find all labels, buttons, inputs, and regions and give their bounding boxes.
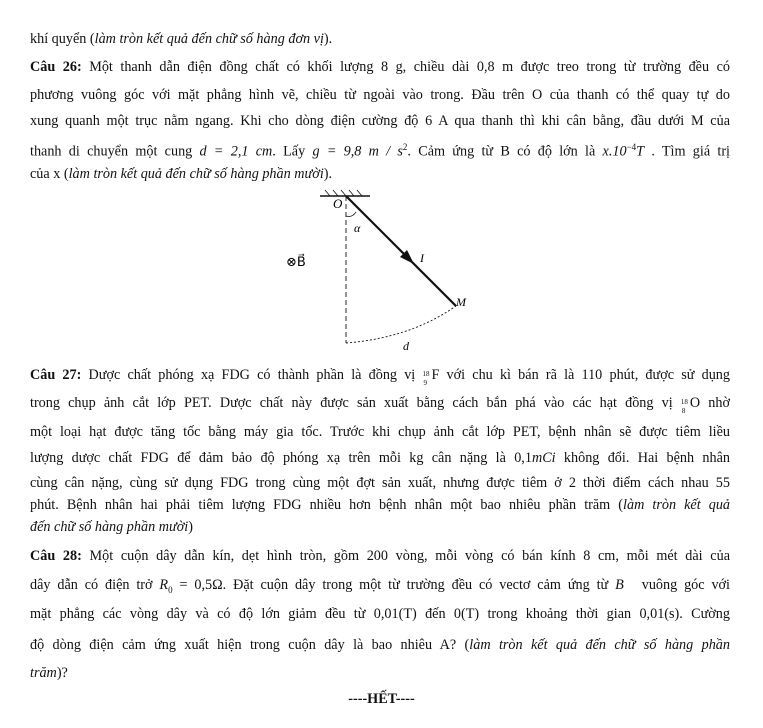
q27-text-4a: lượng dược chất FDG để đảm bảo độ phóng xạ trên mỗi kg cân nặng là 0,1 [30, 450, 532, 466]
label-alpha: α [354, 221, 361, 235]
q28-line-3 [30, 605, 730, 623]
q27-text-2b: nhờ [700, 395, 730, 411]
rod [346, 196, 456, 306]
q27-text-6a: phút. Bệnh nhân hai phải tiêm lượng FDG nhiều hơn bệnh nhân một bao nhiêu phần trăm ( [30, 497, 624, 513]
q28-text-2b: . Đặt cuộn dây trong một từ trường đều có vectơ cảm ứng từ [222, 577, 616, 593]
label-M: M [456, 295, 466, 309]
q27-text-7b: ) [188, 519, 193, 535]
q27-line-3 [30, 423, 730, 441]
q26-text-4a: thanh di chuyển một cung [30, 143, 200, 160]
q27-line-6 [30, 496, 730, 514]
label-O: O [333, 196, 343, 211]
isotope-F-symbol: F [431, 367, 440, 383]
q26-x-exp: −4 [626, 142, 637, 152]
q28-text-4i: làm tròn kết quả đến chữ số hàng phần [469, 637, 730, 653]
q28-text-1: Một cuộn dây dẫn kín, dẹt hình tròn, gồm 200 vòng, mỗi vòng có bán kính 8 cm, mỗi mét dài của [81, 548, 730, 564]
q27-text-3: một loại hạt được tăng tốc bằng máy gia tốc. Trước khi chụp ảnh cắt lớp PET, bệnh nhân sẽ được tiêm liều [30, 424, 730, 440]
q27-line-2 [30, 394, 730, 415]
q28-line-1 [30, 547, 730, 565]
q26-text-4b: . Lấy [272, 143, 313, 160]
label-d: d [403, 339, 409, 353]
q26-tesla: T [636, 143, 645, 160]
q26-text-5a: của x ( [30, 166, 69, 182]
q28-text-3a: mặt phẳng các vòng dây và có độ lớn giảm đều từ [30, 606, 374, 622]
end-marker: ----HẾT---- [348, 691, 415, 707]
q28-R-sub: 0 [168, 584, 173, 595]
q27-line-1 [30, 366, 730, 387]
q26-g-value: g = 9,8 m / s [312, 143, 403, 160]
isotope-F: 18 9 [422, 369, 430, 387]
q28-line-4 [30, 636, 730, 654]
q26-text-4c: . Cảm ứng từ B có độ lớn là [407, 143, 603, 160]
ceiling-hatch [325, 190, 362, 196]
q26-line-3 [30, 112, 730, 130]
q27-text-6i: làm tròn kết quả [623, 497, 731, 513]
intro-italic: làm tròn kết quả đến chữ số hàng đơn vị [94, 31, 324, 47]
q26-line-1 [30, 58, 730, 76]
pendulum-figure [270, 188, 510, 356]
q26-line-4 [30, 138, 730, 161]
q28-time: 0,01(s) [639, 606, 680, 622]
q28-text-3b: đến [416, 606, 454, 622]
q26-text-3: xung quanh một trục nằm ngang. Khi cho dòng điện cường độ 6 A qua thanh thì khi cân bằng, đầu dưới M của [30, 113, 730, 129]
q26-text-1: Một thanh dẫn điện đồng chất có khối lượng 8 g, chiều dài 0,8 m được treo trong từ trường đều có [81, 59, 730, 75]
q28-line-5 [30, 664, 730, 682]
q26-text-2: phương vuông góc với mặt phẳng hình vẽ, chiều từ ngoài vào trong. Đầu trên O của thanh có thể quay tự do [30, 87, 730, 103]
label-B-field: ⊗B⃗ [286, 254, 306, 269]
intro-text: khí quyển ( [30, 31, 95, 47]
alpha-arc [346, 212, 356, 217]
q26-line-5 [30, 165, 730, 183]
intro-close: ). [323, 31, 333, 47]
label-I: I [420, 251, 424, 265]
q28-R-value: = 0,5Ω [172, 577, 223, 593]
q26-x-value: x.10 [602, 143, 627, 160]
q28-text-3c: trong khoảng thời gian [479, 606, 640, 622]
isotope-O: 18 8 [680, 397, 688, 415]
q27-text-7i: đến chữ số hàng phần mười [30, 519, 189, 535]
q26-label: Câu 26: [30, 59, 82, 75]
q28-text-2c: vuông góc với [634, 577, 730, 593]
q26-line-2 [30, 86, 730, 104]
intro-line [30, 30, 730, 48]
q27-unit: mCi [531, 450, 556, 466]
arc-d [346, 306, 456, 343]
q28-text-4a: độ dòng điện cảm ứng xuất hiện trong cuộn dây là bao nhiêu A? ( [30, 637, 470, 653]
q28-B-start: 0,01(T) [373, 606, 417, 622]
q28-R: R [159, 577, 169, 593]
q28-B-vector: B⃗ [615, 577, 635, 593]
q26-text-5i: làm tròn kết quả đến chữ số hàng phần mười [68, 166, 324, 182]
q27-line-7 [30, 518, 730, 536]
q28-text-5b: )? [56, 665, 68, 681]
q28-line-2 [30, 576, 730, 599]
q28-text-5i: trăm [30, 665, 57, 681]
q28-label: Câu 28: [30, 548, 82, 564]
q27-line-5 [30, 474, 730, 492]
q27-text-5: cùng cân nặng, cùng sử dụng FDG trong cùng một đợt sản xuất, nhưng được tiêm ở 2 thời điểm cách nhau 55 [30, 475, 730, 491]
q26-d-value: d = 2,1 cm [199, 143, 273, 160]
q26-g-exp: 2 [402, 142, 408, 152]
q28-text-3d: . Cường [679, 606, 730, 622]
isotope-O-symbol: O [689, 395, 701, 411]
q27-label: Câu 27: [30, 367, 82, 383]
q28-B-end: 0(T) [453, 606, 480, 622]
q26-text-4e: . Tìm giá trị [644, 143, 731, 160]
q28-text-2a: dây dẫn có điện trở [30, 577, 160, 593]
q27-text-1a: Dược chất phóng xạ FDG có thành phần là đồng vị [81, 367, 423, 383]
q27-text-1b: với chu kì bán rã là 110 phút, được sử dụng [439, 367, 730, 383]
q27-text-4b: không đổi. Hai bệnh nhân [555, 450, 730, 466]
q27-line-4 [30, 449, 730, 467]
q27-text-2a: trong chụp ảnh cắt lớp PET. Dược chất này được sản xuất bằng cách bắn phá vào các hạt đồng vị [30, 395, 681, 411]
q26-text-5b: ). [323, 166, 333, 182]
